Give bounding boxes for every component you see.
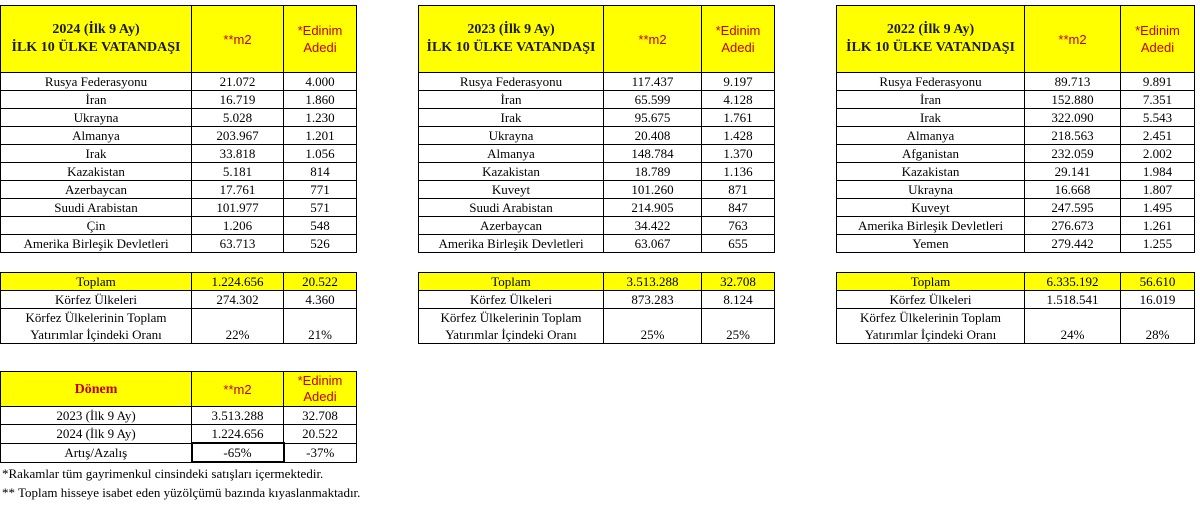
country-cell: Amerika Birleşik Devletleri (837, 217, 1025, 235)
period-cell: Artış/Azalış (1, 443, 192, 462)
gulf-label: Körfez Ülkeleri (837, 291, 1025, 309)
ratio-label (1, 309, 192, 344)
total-label: Toplam (1, 273, 192, 291)
count-cell: 1.201 (284, 127, 357, 145)
table-row (419, 109, 775, 127)
country-cell: Amerika Birleşik Devletleri (1, 235, 192, 253)
year-title-line2: İLK 10 ÜLKE VATANDAŞI (846, 40, 1015, 55)
gulf-m2: 274.302 (192, 291, 284, 309)
table-row (837, 91, 1195, 109)
count-cell: 1.761 (702, 109, 775, 127)
edinim-header-line1: *Edinim (297, 373, 343, 388)
gulf-count: 16.019 (1121, 291, 1195, 309)
country-cell: Almanya (837, 127, 1025, 145)
count-cell: 9.197 (702, 73, 775, 91)
comparison-header-row (1, 372, 357, 407)
country-cell: İran (837, 91, 1025, 109)
m2-cell: 16.719 (192, 91, 284, 109)
total-row (837, 273, 1195, 291)
m2-header: **m2 (192, 6, 284, 73)
country-cell: Kazakistan (837, 163, 1025, 181)
header-row (1, 6, 357, 73)
table-row (837, 73, 1195, 91)
total-m2: 3.513.288 (604, 273, 702, 291)
count-cell: 20.522 (284, 425, 357, 444)
table-row (837, 127, 1195, 145)
total-m2: 6.335.192 (1025, 273, 1121, 291)
table-row (1, 199, 357, 217)
count-cell: 9.891 (1121, 73, 1195, 91)
count-cell: 571 (284, 199, 357, 217)
m2-cell: 5.028 (192, 109, 284, 127)
ratio-label-line1: Körfez Ülkelerinin Toplam (25, 310, 167, 325)
period-cell: 2023 (İlk 9 Ay) (1, 407, 192, 425)
total-label: Toplam (837, 273, 1025, 291)
year-title-line2: İLK 10 ÜLKE VATANDAŞI (426, 40, 596, 55)
year-title (837, 6, 1025, 73)
ratio-label-line1: Körfez Ülkelerinin Toplam (859, 310, 1002, 325)
gulf-count: 4.360 (284, 291, 357, 309)
edinim-header (1121, 6, 1195, 73)
count-cell: 847 (702, 199, 775, 217)
m2-cell: 247.595 (1025, 199, 1121, 217)
m2-cell: 152.880 (1025, 91, 1121, 109)
m2-cell: 34.422 (604, 217, 702, 235)
table-row (419, 91, 775, 109)
country-cell: Azerbaycan (1, 181, 192, 199)
table-row (419, 127, 775, 145)
m2-header: **m2 (1025, 6, 1121, 73)
country-cell: Amerika Birleşik Devletleri (419, 235, 604, 253)
m2-cell: 279.442 (1025, 235, 1121, 253)
count-cell: 1.255 (1121, 235, 1195, 253)
count-cell: 1.495 (1121, 199, 1195, 217)
m2-cell: 16.668 (1025, 181, 1121, 199)
country-cell: Almanya (419, 145, 604, 163)
m2-cell: 1.206 (192, 217, 284, 235)
m2-cell: 3.513.288 (192, 407, 284, 425)
m2-cell: 33.818 (192, 145, 284, 163)
header-row (419, 6, 775, 73)
total-row (419, 273, 775, 291)
ratio-row (837, 309, 1195, 344)
m2-header: **m2 (192, 372, 284, 407)
table-row (419, 217, 775, 235)
gulf-m2: 873.283 (604, 291, 702, 309)
table-row (419, 163, 775, 181)
m2-cell: 117.437 (604, 73, 702, 91)
year-title (419, 6, 604, 73)
table-row (837, 109, 1195, 127)
m2-cell: 17.761 (192, 181, 284, 199)
table-row (419, 181, 775, 199)
ratio-m2: 25% (604, 309, 702, 344)
table-row (1, 217, 357, 235)
country-cell: Yemen (837, 235, 1025, 253)
table-row (837, 145, 1195, 163)
period-cell: 2024 (İlk 9 Ay) (1, 425, 192, 444)
m2-cell: 20.408 (604, 127, 702, 145)
edinim-header-line1: *Edinim (715, 23, 761, 38)
count-cell: 1.984 (1121, 163, 1195, 181)
country-cell: Suudi Arabistan (1, 199, 192, 217)
m2-cell: 89.713 (1025, 73, 1121, 91)
footnote-2: ** Toplam hisseye isabet eden yüzölçümü bazında kıyaslanmaktadır. (2, 485, 361, 500)
count-cell: 2.002 (1121, 145, 1195, 163)
m2-cell: 101.260 (604, 181, 702, 199)
edinim-header (284, 372, 357, 407)
country-cell: Ukrayna (837, 181, 1025, 199)
table-row (837, 199, 1195, 217)
year-title (1, 6, 192, 73)
table-row (1, 425, 357, 444)
m2-cell: 63.713 (192, 235, 284, 253)
ratio-label-line1: Körfez Ülkelerinin Toplam (440, 310, 582, 325)
table-row (419, 199, 775, 217)
country-cell: Irak (419, 109, 604, 127)
m2-cell: -65% (192, 443, 284, 462)
country-cell: Almanya (1, 127, 192, 145)
period-header: Dönem (1, 372, 192, 407)
count-cell: 1.807 (1121, 181, 1195, 199)
country-cell: Çin (1, 217, 192, 235)
count-cell: 763 (702, 217, 775, 235)
gulf-row (1, 291, 357, 309)
table-row (837, 217, 1195, 235)
count-cell: 1.136 (702, 163, 775, 181)
table-row (1, 181, 357, 199)
count-cell: -37% (284, 443, 357, 462)
count-cell: 1.860 (284, 91, 357, 109)
year-title-line1: 2024 (İlk 9 Ay) (52, 22, 140, 37)
count-cell: 2.451 (1121, 127, 1195, 145)
m2-cell: 232.059 (1025, 145, 1121, 163)
count-cell: 1.370 (702, 145, 775, 163)
country-cell: Kuveyt (419, 181, 604, 199)
country-cell: Azerbaycan (419, 217, 604, 235)
count-cell: 814 (284, 163, 357, 181)
count-cell: 655 (702, 235, 775, 253)
m2-header: **m2 (604, 6, 702, 73)
count-cell: 526 (284, 235, 357, 253)
table-row (1, 235, 357, 253)
m2-cell: 18.789 (604, 163, 702, 181)
table-row (419, 235, 775, 253)
count-cell: 1.428 (702, 127, 775, 145)
country-cell: Kazakistan (419, 163, 604, 181)
m2-cell: 148.784 (604, 145, 702, 163)
gulf-row (419, 291, 775, 309)
ratio-label-line2: Yatırımlar İçindeki Oranı (30, 327, 162, 342)
count-cell: 7.351 (1121, 91, 1195, 109)
table-2023-top10 (418, 5, 775, 253)
country-cell: Afganistan (837, 145, 1025, 163)
gulf-count: 8.124 (702, 291, 775, 309)
m2-cell: 203.967 (192, 127, 284, 145)
summary-table-2024 (0, 272, 357, 344)
table-row (837, 163, 1195, 181)
m2-cell: 276.673 (1025, 217, 1121, 235)
ratio-label (837, 309, 1025, 344)
total-count: 32.708 (702, 273, 775, 291)
table-row (419, 145, 775, 163)
table-row (1, 163, 357, 181)
m2-cell: 322.090 (1025, 109, 1121, 127)
table-row (1, 443, 357, 462)
total-count: 20.522 (284, 273, 357, 291)
table-row (837, 181, 1195, 199)
edinim-header-line2: Adedi (303, 389, 337, 404)
country-cell: Rusya Federasyonu (1, 73, 192, 91)
edinim-header (284, 6, 357, 73)
table-row (837, 235, 1195, 253)
table-row (419, 73, 775, 91)
gulf-label: Körfez Ülkeleri (1, 291, 192, 309)
country-cell: İran (1, 91, 192, 109)
table-row (1, 109, 357, 127)
ratio-label-line2: Yatırımlar İçindeki Oranı (445, 327, 577, 342)
m2-cell: 214.905 (604, 199, 702, 217)
country-cell: Irak (837, 109, 1025, 127)
country-cell: Rusya Federasyonu (837, 73, 1025, 91)
count-cell: 1.261 (1121, 217, 1195, 235)
m2-cell: 21.072 (192, 73, 284, 91)
country-cell: Rusya Federasyonu (419, 73, 604, 91)
table-row (1, 73, 357, 91)
count-cell: 1.056 (284, 145, 357, 163)
count-cell: 771 (284, 181, 357, 199)
ratio-m2: 24% (1025, 309, 1121, 344)
m2-cell: 29.141 (1025, 163, 1121, 181)
country-cell: Kazakistan (1, 163, 192, 181)
country-cell: Ukrayna (1, 109, 192, 127)
country-cell: Ukrayna (419, 127, 604, 145)
table-row (1, 91, 357, 109)
count-cell: 32.708 (284, 407, 357, 425)
summary-table-2022 (836, 272, 1195, 344)
total-label: Toplam (419, 273, 604, 291)
comparison-table (0, 371, 357, 463)
ratio-label (419, 309, 604, 344)
table-row (1, 407, 357, 425)
m2-cell: 95.675 (604, 109, 702, 127)
count-cell: 5.543 (1121, 109, 1195, 127)
count-cell: 548 (284, 217, 357, 235)
total-count: 56.610 (1121, 273, 1195, 291)
total-m2: 1.224.656 (192, 273, 284, 291)
ratio-row (1, 309, 357, 344)
m2-cell: 218.563 (1025, 127, 1121, 145)
ratio-row (419, 309, 775, 344)
m2-cell: 63.067 (604, 235, 702, 253)
country-cell: Suudi Arabistan (419, 199, 604, 217)
m2-cell: 5.181 (192, 163, 284, 181)
year-title-line2: İLK 10 ÜLKE VATANDAŞI (11, 40, 181, 55)
total-row (1, 273, 357, 291)
count-cell: 4.128 (702, 91, 775, 109)
edinim-header-line1: *Edinim (1135, 23, 1180, 38)
count-cell: 4.000 (284, 73, 357, 91)
ratio-m2: 22% (192, 309, 284, 344)
country-cell: Irak (1, 145, 192, 163)
ratio-count: 28% (1121, 309, 1195, 344)
table-row (1, 145, 357, 163)
ratio-label-line2: Yatırımlar İçindeki Oranı (864, 327, 997, 342)
ratio-count: 25% (702, 309, 775, 344)
m2-cell: 101.977 (192, 199, 284, 217)
header-row (837, 6, 1195, 73)
year-title-line1: 2023 (İlk 9 Ay) (467, 22, 555, 37)
table-row (1, 127, 357, 145)
summary-table-2023 (418, 272, 775, 344)
gulf-m2: 1.518.541 (1025, 291, 1121, 309)
count-cell: 1.230 (284, 109, 357, 127)
m2-cell: 65.599 (604, 91, 702, 109)
country-cell: Kuveyt (837, 199, 1025, 217)
edinim-header-line2: Adedi (1140, 40, 1175, 55)
edinim-header-line1: *Edinim (297, 23, 343, 38)
edinim-header-line2: Adedi (303, 40, 337, 55)
count-cell: 871 (702, 181, 775, 199)
table-2022-top10 (836, 5, 1195, 253)
m2-cell: 1.224.656 (192, 425, 284, 444)
footnote-1: *Rakamlar tüm gayrimenkul cinsindeki satışları içermektedir. (2, 466, 324, 481)
edinim-header-line2: Adedi (721, 40, 755, 55)
gulf-label: Körfez Ülkeleri (419, 291, 604, 309)
edinim-header (702, 6, 775, 73)
gulf-row (837, 291, 1195, 309)
table-2024-top10 (0, 5, 357, 253)
country-cell: İran (419, 91, 604, 109)
year-title-line1: 2022 (İlk 9 Ay) (886, 22, 975, 37)
ratio-count: 21% (284, 309, 357, 344)
